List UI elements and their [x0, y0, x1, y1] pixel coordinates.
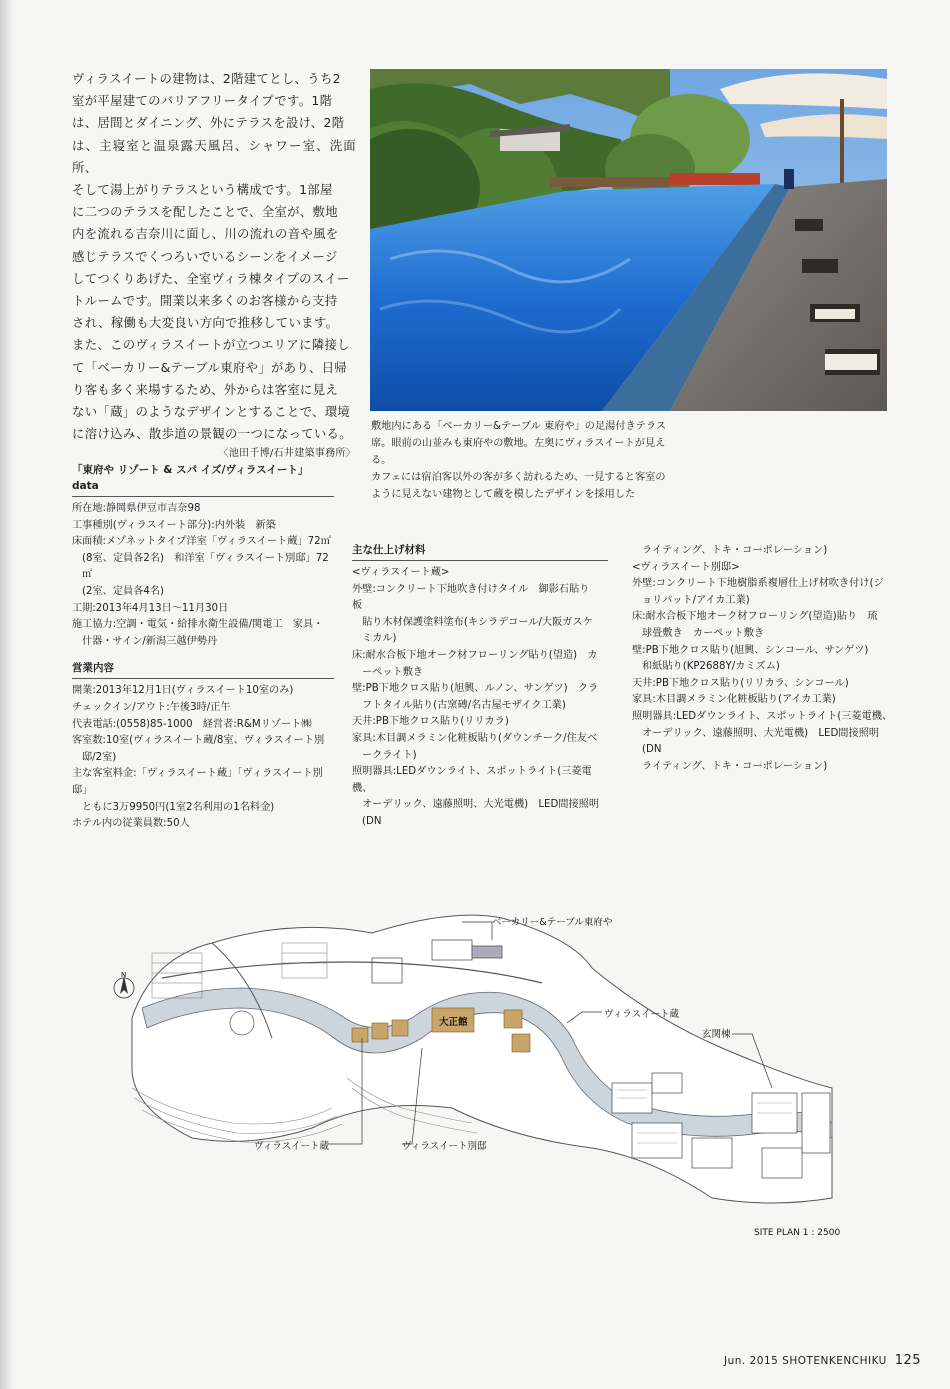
caption-line: ように見えない建物として蔵を模したデザインを採用した: [371, 489, 636, 500]
map-label-bakery: ベーカリー&テーブル東府や: [492, 917, 613, 928]
intro-line: に溶け込み、散歩道の景観の一つになっている。: [72, 426, 352, 442]
finish-line: 天井:PB下地クロス貼り(リリカラ、シンコール): [632, 677, 849, 689]
intro-line: してつくりあげた、全室ヴィラ棟タイプのスイー: [72, 270, 350, 286]
business-line: 主な客室料金:「ヴィラスイート蔵」「ヴィラスイート別邸」: [72, 768, 323, 796]
page-number: 125: [894, 1353, 922, 1368]
finish-line: 壁:PB下地クロス貼り(旭興、ルノン、サンゲツ) クラ: [352, 683, 599, 695]
site-plan: [72, 898, 902, 1243]
map-label-taisho: 大正館: [439, 1017, 468, 1028]
finish-line: 天井:PB下地クロス貼り(リリカラ): [352, 716, 509, 728]
business-section-title: 営業内容: [72, 660, 334, 679]
data-line: 施工協力:空調・電気・給排水衛生設備/関電工 家具・: [72, 619, 324, 631]
finish-line: 和紙貼り(KP2688Y/カミズム): [642, 661, 780, 673]
finish-line: 家具:木目調メラミン化粧板貼り(アイカ工業): [632, 694, 836, 706]
photo-caption: [371, 418, 681, 503]
intro-line: ヴィラスイートの建物は、2階建てとし、うち2: [72, 71, 341, 86]
map-label-villa-bettei: ヴィラスイート別邸: [402, 1141, 487, 1152]
intro-line: 室が平屋建てのバリアフリータイプです。1階: [72, 93, 333, 109]
data-column: [72, 462, 334, 833]
intro-line: ない「蔵」のようなデザインとすることで、環境: [72, 404, 351, 420]
finish-line: オーデリック、遠藤照明、大光電機) LED間接照明(DN: [362, 799, 600, 827]
finish-line: 壁:PB下地クロス貼り(旭興、シンコール、サンゲツ): [632, 644, 869, 656]
business-line: 邸/2室): [82, 751, 117, 763]
finishes-section-title: 主な仕上げ材料: [352, 542, 608, 561]
finish-line: 球畳敷き カーペット敷き: [642, 627, 765, 639]
finish-line: 照明器具:LEDダウンライト、スポットライト(三菱電機、: [352, 766, 592, 794]
caption-line: カフェには宿泊客以外の客が多く訪れるため、一見すると客室の: [371, 472, 666, 483]
finish-line: 貼り木材保護塗料塗布(キシラデコール/大阪ガスケ: [362, 616, 593, 628]
data-line: 床面積:メゾネットタイプ洋室「ヴィラスイート蔵」72㎡: [72, 536, 331, 548]
data-line: 所在地:静岡県伊豆市吉奈98: [72, 503, 201, 514]
site-plan-scale: SITE PLAN 1 : 2500: [754, 1228, 841, 1238]
business-line: 客室数:10室(ヴィラスイート蔵/8室、ヴィラスイート別: [72, 735, 325, 747]
finish-line: オーデリック、遠藤照明、大光電機) LED間接照明(DN: [642, 727, 880, 756]
intro-line: 感じテラスでくつろいでいるシーンをイメージ: [72, 248, 338, 264]
business-line: チェックイン/アウト:午後3時/正午: [72, 701, 231, 713]
finish-line: ョリパット/アイカ工業): [642, 594, 750, 606]
intro-line: に二つのテラスを配したことで、全室が、敷地: [72, 204, 338, 220]
business-line: 代表電話:(0558)85-1000 経営者:R&Mリゾート㈱: [72, 718, 312, 730]
intro-text: [72, 68, 356, 462]
intro-line: て「ベーカリー&テーブル東府や」があり、日帰: [72, 359, 348, 375]
business-line: ともに3万9950円(1室2名利用の1名料金): [82, 801, 275, 813]
page-binding-shadow: [0, 0, 14, 1389]
finish-line: ミカル): [362, 633, 397, 645]
business-line: ホテル内の従業員数:50人: [72, 818, 190, 830]
page-footer: [724, 1353, 921, 1368]
finish-line: ライティング、トキ・コーポレーション): [642, 760, 828, 772]
data-section-title: 「東府や リゾート & スパ イズ/ヴィラスイート」data: [72, 462, 334, 497]
finish-line: ライティング、トキ・コーポレーション): [642, 545, 828, 556]
intro-line: され、稼働も大変良い方向で推移しています。: [72, 315, 339, 331]
finishes-column-2: [632, 543, 894, 775]
caption-line: 敷地内にある「ベーカリー&テーブル 東府や」の足湯付きテラス: [371, 421, 667, 432]
intro-line: そして湯上がりテラスという構成です。1部屋: [72, 182, 333, 198]
finishes-column-1: [352, 542, 608, 831]
finish-line: 外壁:コンクリート下地吹き付けタイル 御影石貼り 板: [352, 583, 600, 612]
north-arrow-icon: [114, 976, 134, 998]
finish-line: 床:耐水合板下地オーク材フローリング貼り(望造) カ: [352, 649, 598, 661]
finish-line: ークライト): [362, 749, 417, 761]
map-label-villa-kura-left: ヴィラスイート蔵: [254, 1141, 329, 1152]
finish-line: 外壁:コンクリート下地樹脂系複層仕上げ材吹き付け(ジ: [632, 578, 884, 590]
magazine-name: SHOTENKENCHIKU: [782, 1355, 887, 1367]
data-line: (2室、定員各4名): [82, 585, 165, 597]
intro-line: 内を流れる吉奈川に面し、川の流れの音や風を: [72, 226, 339, 242]
data-line: (8室、定員各2名) 和洋室「ヴィラスイート別邸」72㎡: [82, 552, 329, 581]
finish-line: 家具:木目調メラミン化粧板貼り(ダウンチーク/住友ベ: [352, 732, 598, 744]
intro-line: トルームです。開業以来多くのお客様から支持: [72, 293, 338, 309]
terrace-pool-photo: [370, 69, 887, 411]
intro-line: は、居間とダイニング、外にテラスを設け、2階: [72, 115, 345, 131]
north-label: N: [121, 971, 127, 979]
kura-heading: <ヴィラスイート蔵>: [352, 567, 450, 578]
map-label-villa-kura-right: ヴィラスイート蔵: [604, 1009, 679, 1020]
data-line: 工期:2013年4月13日〜11月30日: [72, 602, 229, 614]
data-line: 什器・サイン/新潟三越伊勢丹: [82, 635, 218, 647]
bettei-heading: <ヴィラスイート別邸>: [632, 561, 740, 573]
finish-line: 照明器具:LEDダウンライト、スポットライト(三菱電機、: [632, 710, 893, 722]
map-label-genkan: 玄関棟: [702, 1029, 731, 1040]
finish-line: フトタイル貼り(古窯磚/名古屋モザイク工業): [362, 699, 566, 711]
issue-date: Jun. 2015: [724, 1355, 779, 1367]
author-credit: 〈池田千博/石井建築事務所〉: [218, 448, 356, 460]
finish-line: ーペット敷き: [362, 666, 424, 678]
caption-line: 席。眼前の山並みも東府やの敷地。左奥にヴィラスイートが見える。: [371, 438, 666, 466]
intro-line: り客も多く来場するため、外からは客室に見え: [72, 381, 339, 397]
intro-line: は、主寝室と温泉露天風呂、シャワー室、洗面所、: [72, 137, 356, 175]
finish-line: 床:耐水合板下地オーク材フローリング(望造)貼り 琉: [632, 611, 878, 623]
business-line: 開業:2013年12月1日(ヴィラスイート10室のみ): [72, 685, 294, 697]
intro-line: また、このヴィラスイートが立つエリアに隣接し: [72, 337, 350, 353]
data-line: 工事種別(ヴィラスイート部分):内外装 新築: [72, 519, 276, 531]
